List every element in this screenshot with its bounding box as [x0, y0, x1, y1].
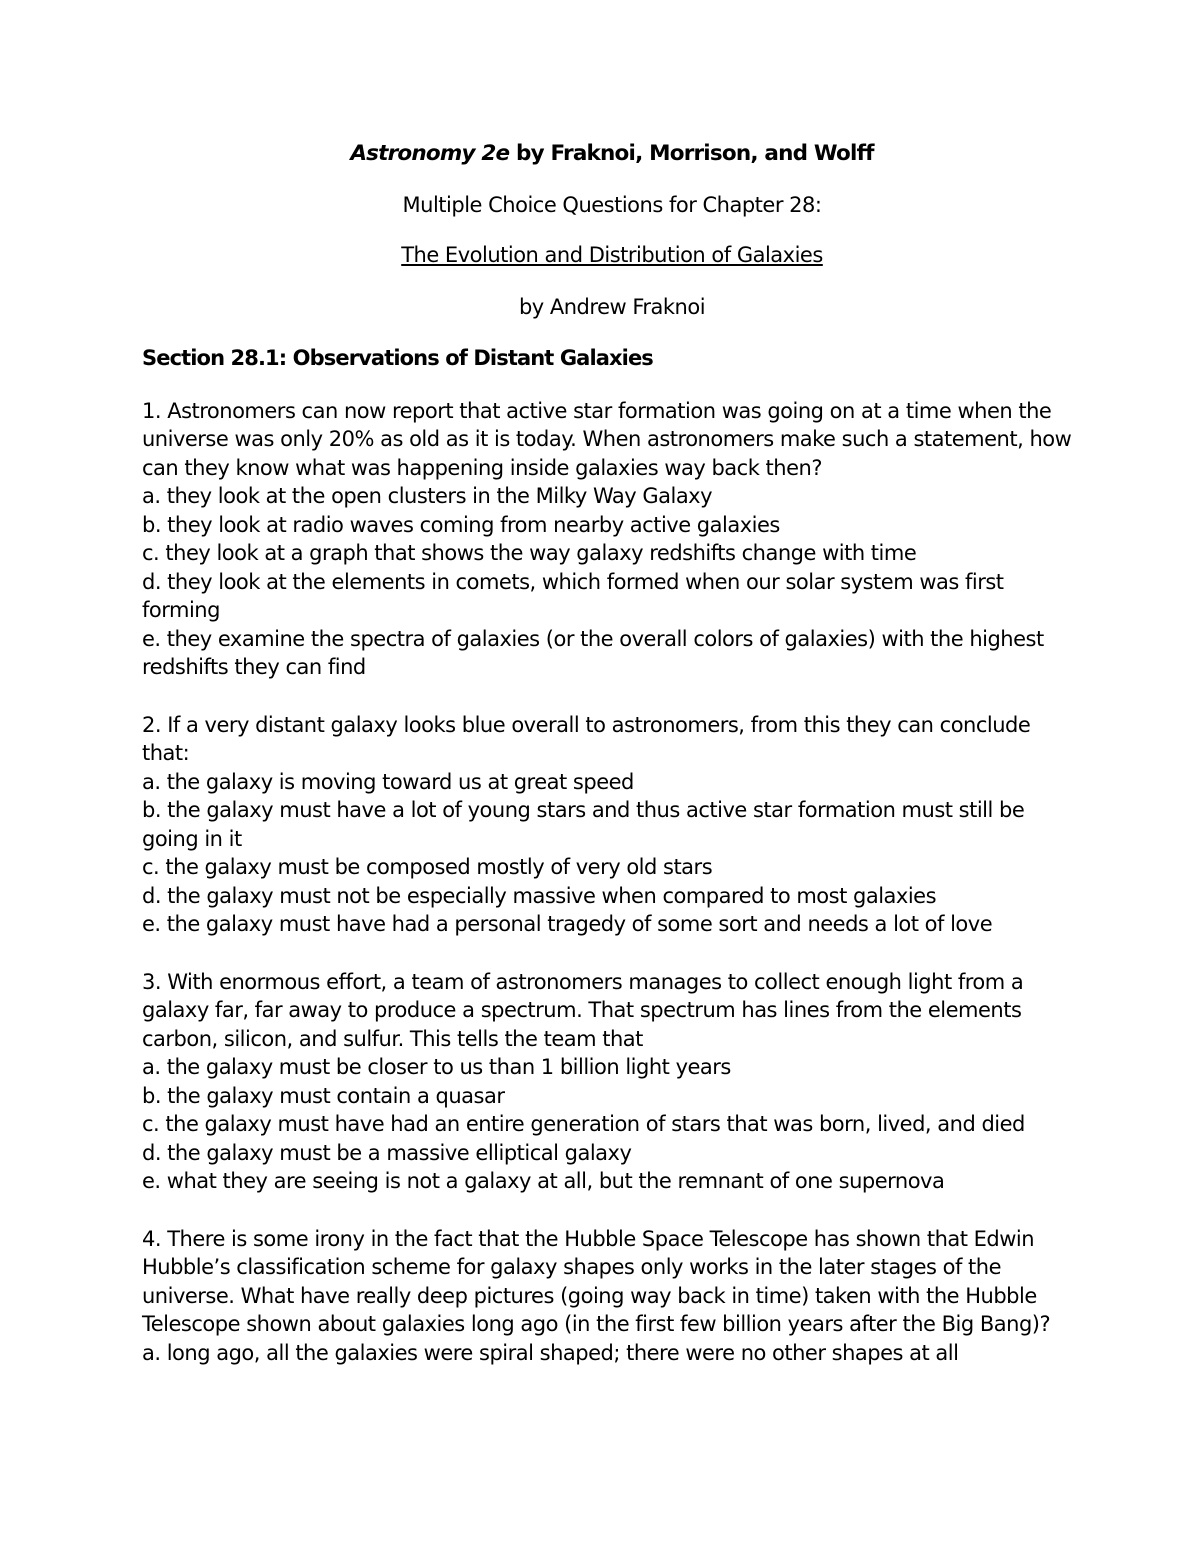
question-prompt: 2. If a very distant galaxy looks blue overall to astronomers, from this they can conclude that: — [142, 712, 1031, 765]
answer-choice-d: d. the galaxy must not be especially massive when compared to most galaxies — [142, 883, 937, 908]
answer-choice-a: a. the galaxy is moving toward us at great speed — [142, 769, 634, 794]
question-prompt: 3. With enormous effort, a team of astronomers manages to collect enough light from a galaxy far, far away to produce a spectrum. That spectrum has lines from the elements carbon, silicon, and sulfur. This tells the team that — [142, 969, 1024, 1051]
question-prompt: 4. There is some irony in the fact that the Hubble Space Telescope has shown that Edwin Hubble’s classification scheme for galaxy shapes only works in the later stages of the universe. What have really deep pictures (going way back in time) taken with the Hubble Telescope shown about galaxies long ago (in the first few billion years after the Big Bang)? — [142, 1226, 1051, 1336]
question-4 — [142, 1225, 1082, 1368]
question-1 — [142, 397, 1082, 682]
answer-choice-a: a. the galaxy must be closer to us than 1 billion light years — [142, 1055, 731, 1079]
answer-choice-e: e. the galaxy must have had a personal tragedy of some sort and needs a lot of love — [142, 912, 993, 936]
question-3 — [142, 968, 1082, 1196]
chapter-title: The Evolution and Distribution of Galaxies — [401, 243, 823, 267]
document-byline: by Andrew Fraknoi — [518, 294, 706, 319]
answer-choice-e: e. what they are seeing is not a galaxy at all, but the remnant of one supernova — [142, 1169, 945, 1193]
document-subtitle: Multiple Choice Questions for Chapter 28: — [402, 192, 822, 217]
document-title — [142, 140, 1082, 169]
answer-choice-d: d. the galaxy must be a massive elliptical galaxy — [142, 1140, 632, 1165]
book-title: Astronomy 2e — [350, 141, 510, 166]
answer-choice-d: d. they look at the elements in comets, which formed when our solar system was first forming — [142, 569, 1004, 622]
answer-choice-c: c. the galaxy must be composed mostly of very old stars — [142, 855, 713, 879]
section-heading: Section 28.1: Observations of Distant Galaxies — [142, 346, 653, 370]
answer-choice-e: e. they examine the spectra of galaxies (or the overall colors of galaxies) with the highest redshifts they can find — [142, 626, 1044, 679]
answer-choice-b: b. they look at radio waves coming from nearby active galaxies — [142, 512, 780, 537]
question-prompt: 1. Astronomers can now report that active star formation was going on at a time when the universe was only 20% as old as it is today. When astronomers make such a statement, how can they know what was happening inside galaxies way back then? — [142, 398, 1072, 480]
answer-choice-a: a. long ago, all the galaxies were spiral shaped; there were no other shapes at all — [142, 1340, 959, 1365]
answer-choice-b: b. the galaxy must have a lot of young stars and thus active star formation must still be going in it — [142, 798, 1025, 851]
question-2 — [142, 711, 1082, 939]
answer-choice-c: c. the galaxy must have had an entire generation of stars that was born, lived, and died — [142, 1112, 1025, 1136]
answer-choice-b: b. the galaxy must contain a quasar — [142, 1083, 505, 1108]
book-authors: by Fraknoi, Morrison, and Wolff — [509, 141, 874, 166]
answer-choice-a: a. they look at the open clusters in the Milky Way Galaxy — [142, 484, 713, 508]
document-page — [142, 140, 1082, 1396]
answer-choice-c: c. they look at a graph that shows the way galaxy redshifts change with time — [142, 541, 917, 565]
